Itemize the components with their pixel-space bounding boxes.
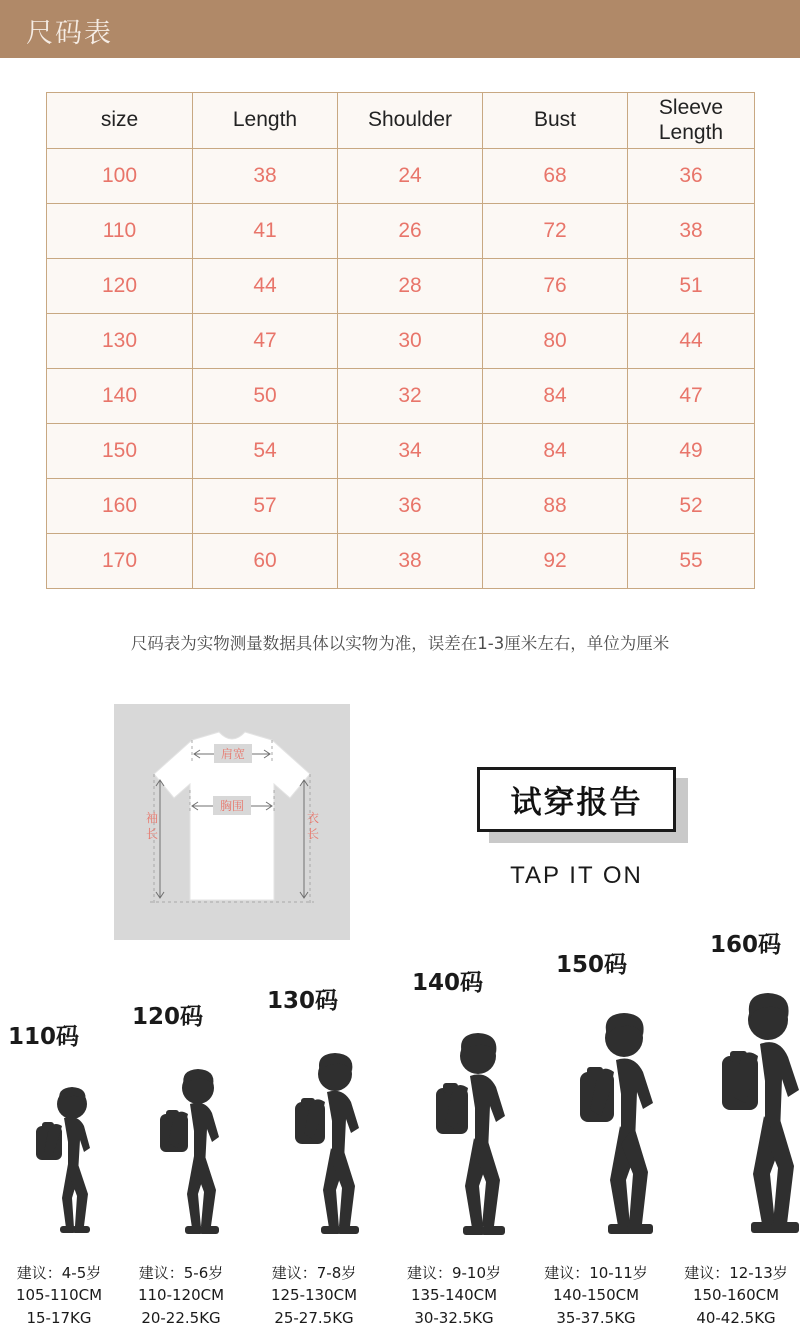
kid-120 [120, 950, 242, 1335]
table-row [47, 534, 755, 589]
kid-silhouette-icon [267, 1052, 377, 1241]
cell-sleeve: 52 [628, 479, 755, 534]
cell-size: 100 [47, 149, 193, 204]
garment-length-label-2: 长 [306, 827, 320, 841]
size-table-wrapper [46, 92, 754, 589]
child-silhouette [694, 992, 800, 1236]
kid-height: 140-150CM [552, 1286, 640, 1304]
kid-age: 建议：4-5岁 [16, 1263, 102, 1282]
kid-silhouette-icon [548, 1012, 668, 1241]
kid-details [672, 1262, 800, 1330]
kid-size-label: 150码 [556, 952, 628, 978]
cell-shoulder: 38 [338, 534, 483, 589]
kid-size-label: 130码 [267, 988, 339, 1014]
kid-height: 105-110CM [15, 1286, 103, 1304]
cell-length: 60 [193, 534, 338, 589]
kid-silhouette-icon [134, 1068, 238, 1241]
cell-bust: 92 [483, 534, 628, 589]
cell-shoulder: 30 [338, 314, 483, 369]
cell-sleeve: 47 [628, 369, 755, 424]
kid-age: 建议：7-8岁 [271, 1263, 357, 1282]
sleeve-length-label-2: 长 [145, 827, 159, 841]
cell-size: 170 [47, 534, 193, 589]
measurement-note: 尺码表为实物测量数据具体以实物为准，误差在1-3厘米左右，单位为厘米 [130, 634, 670, 653]
silhouette-row [0, 932, 800, 1335]
cell-bust: 68 [483, 149, 628, 204]
size-table [46, 92, 755, 589]
cell-length: 54 [193, 424, 338, 479]
cell-sleeve: 51 [628, 259, 755, 314]
cell-sleeve: 44 [628, 314, 755, 369]
table-row [47, 424, 755, 479]
cell-size: 140 [47, 369, 193, 424]
tshirt-diagram-svg [114, 704, 350, 940]
kid-size-label: 110码 [8, 1024, 80, 1050]
tshirt-measure-diagram [114, 704, 350, 940]
kid-weight: 25-27.5KG [274, 1308, 354, 1327]
child-silhouette [134, 1068, 238, 1236]
shoulder-label: 肩宽 [220, 747, 246, 761]
cell-length: 44 [193, 259, 338, 314]
kid-details [528, 1262, 664, 1330]
table-row [47, 149, 755, 204]
cell-length: 57 [193, 479, 338, 534]
kid-size-label: 140码 [412, 970, 484, 996]
kid-details [4, 1262, 114, 1330]
kid-weight: 20-22.5KG [141, 1308, 221, 1327]
table-row [47, 314, 755, 369]
kid-silhouette-icon [694, 992, 800, 1241]
report-badge [477, 767, 676, 832]
kid-silhouette-icon [406, 1032, 522, 1241]
kid-age: 建议：10-11岁 [544, 1263, 648, 1282]
cell-sleeve: 38 [628, 204, 755, 259]
cell-length: 41 [193, 204, 338, 259]
column-header-length: Length [193, 93, 338, 149]
cell-bust: 76 [483, 259, 628, 314]
cell-bust: 88 [483, 479, 628, 534]
cell-size: 160 [47, 479, 193, 534]
cell-bust: 80 [483, 314, 628, 369]
kid-age: 建议：9-10岁 [406, 1263, 502, 1282]
cell-bust: 72 [483, 204, 628, 259]
kid-weight: 30-32.5KG [414, 1308, 494, 1327]
cell-sleeve: 49 [628, 424, 755, 479]
cell-size: 110 [47, 204, 193, 259]
header-bar [0, 0, 800, 58]
table-header-row [47, 93, 755, 149]
cell-shoulder: 36 [338, 479, 483, 534]
kid-110 [4, 950, 114, 1335]
kid-height: 125-130CM [270, 1286, 358, 1304]
cell-size: 130 [47, 314, 193, 369]
cell-length: 50 [193, 369, 338, 424]
child-silhouette [267, 1052, 377, 1236]
page-title: 尺码表 [26, 18, 113, 49]
report-badge-label: 试穿报告 [510, 785, 643, 821]
kid-height: 150-160CM [692, 1286, 780, 1304]
cell-size: 120 [47, 259, 193, 314]
kid-160 [672, 932, 800, 1335]
cell-length: 38 [193, 149, 338, 204]
kid-150 [528, 950, 664, 1335]
kid-details [120, 1262, 242, 1330]
child-silhouette [548, 1012, 668, 1236]
column-header-shoulder: Shoulder [338, 93, 483, 149]
kid-details [388, 1262, 520, 1330]
child-silhouette [406, 1032, 522, 1236]
cell-length: 47 [193, 314, 338, 369]
cell-shoulder: 24 [338, 149, 483, 204]
kid-weight: 40-42.5KG [696, 1308, 776, 1327]
table-row [47, 259, 755, 314]
sleeve-length-label: 袖 [145, 811, 159, 825]
kid-age: 建议：5-6岁 [138, 1263, 224, 1282]
kid-age: 建议：12-13岁 [684, 1263, 788, 1282]
cell-sleeve: 36 [628, 149, 755, 204]
kid-weight: 15-17KG [26, 1308, 92, 1327]
column-header-bust: Bust [483, 93, 628, 149]
kid-size-label: 160码 [710, 932, 782, 958]
kid-130 [251, 950, 377, 1335]
size-table-body [47, 149, 755, 589]
kid-height: 135-140CM [410, 1286, 498, 1304]
kid-size-label: 120码 [132, 1004, 204, 1030]
garment-length-label: 衣 [306, 811, 320, 825]
table-row [47, 479, 755, 534]
cell-bust: 84 [483, 369, 628, 424]
kid-silhouette-icon [12, 1086, 108, 1241]
table-row [47, 369, 755, 424]
cell-bust: 84 [483, 424, 628, 479]
kid-height: 110-120CM [137, 1286, 225, 1304]
size-table-head [47, 93, 755, 149]
column-header-size: size [47, 93, 193, 149]
table-row [47, 204, 755, 259]
cell-shoulder: 32 [338, 369, 483, 424]
kid-details [251, 1262, 377, 1330]
cell-shoulder: 28 [338, 259, 483, 314]
cell-size: 150 [47, 424, 193, 479]
kid-weight: 35-37.5KG [556, 1308, 636, 1327]
cell-sleeve: 55 [628, 534, 755, 589]
cell-shoulder: 34 [338, 424, 483, 479]
column-header-sleeve-length: Sleeve Length [628, 93, 755, 149]
bust-label: 胸围 [219, 799, 245, 813]
tap-it-on-text: TAP IT ON [510, 862, 643, 889]
kid-140 [388, 950, 520, 1335]
cell-shoulder: 26 [338, 204, 483, 259]
child-silhouette [12, 1086, 108, 1236]
